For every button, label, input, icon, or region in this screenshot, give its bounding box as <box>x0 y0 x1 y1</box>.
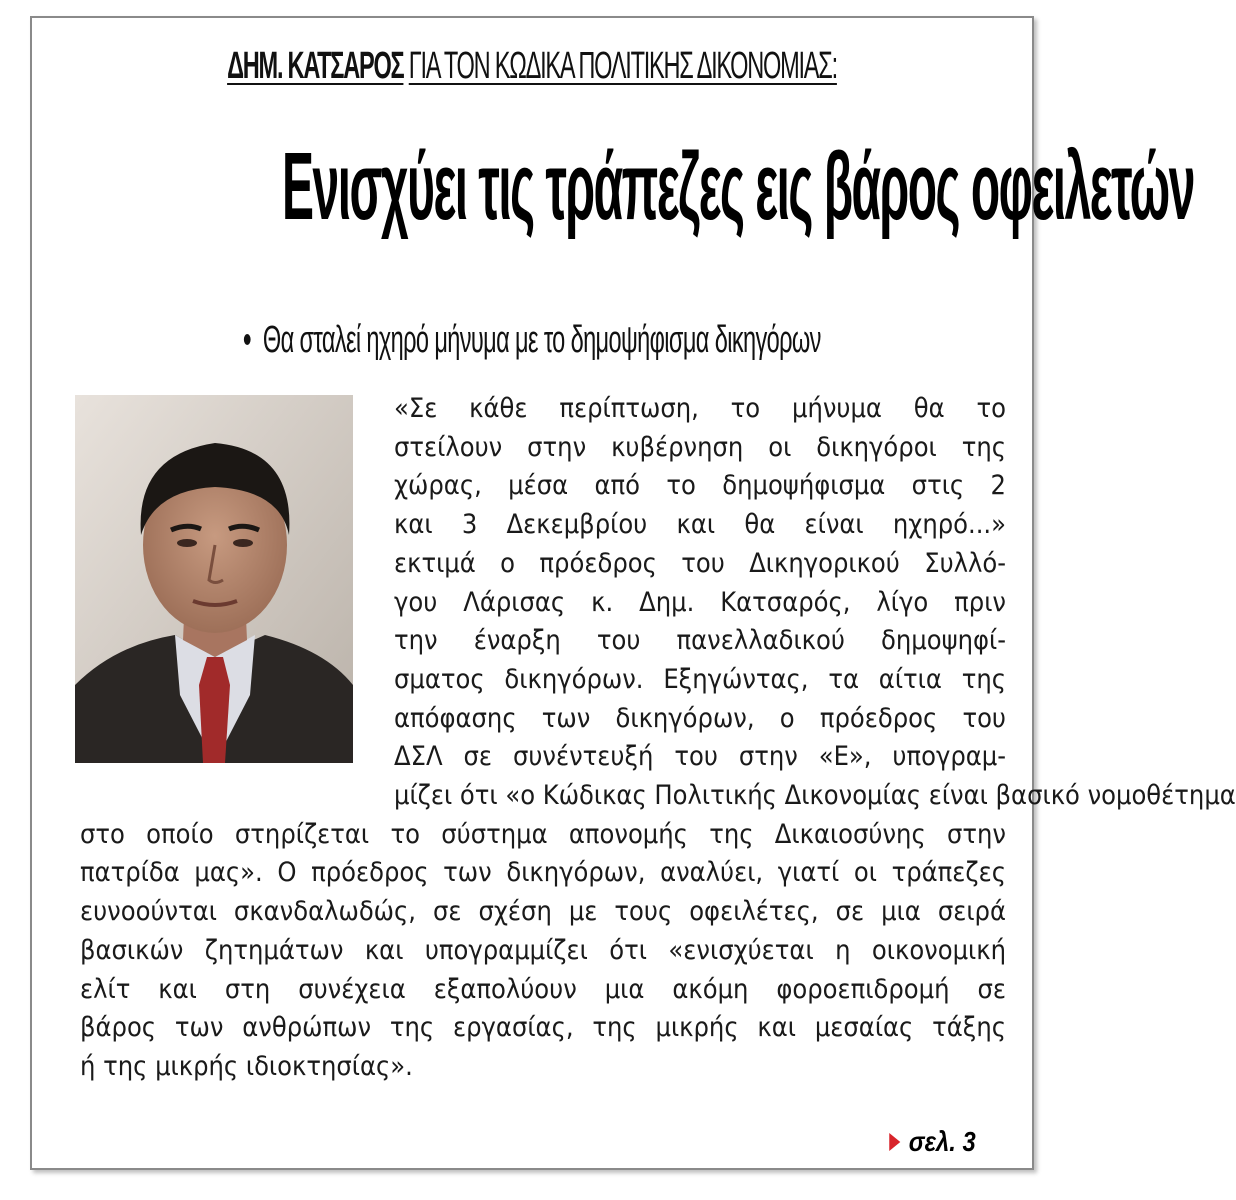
body-line: ή της μικρής ιδιοκτησίας». <box>80 1050 413 1082</box>
body-line: στο οποίο στηρίζεται το σύστημα απονομής της Δικαιοσύνης στην <box>80 818 1006 850</box>
bullet-icon: • <box>243 319 251 361</box>
article-body <box>80 390 1236 1087</box>
body-line: ελίτ και στη συνέχεια εξαπολύουν μια ακόμη φοροεπιδρομή σε <box>80 973 1006 1005</box>
headline: Ενισχύει τις τράπεζες εις βάρος οφειλετών <box>282 133 1194 240</box>
body-line: γου Λάρισας κ. Δημ. Κατσαρός, λίγο πριν <box>394 586 1006 618</box>
body-line: πατρίδα μας». Ο πρόεδρος των δικηγόρων, αναλύει, γιατί οι τράπεζες <box>80 857 1006 889</box>
photo-spacer <box>80 390 394 810</box>
body-line: στείλουν στην κυβέρνηση οι δικηγόροι της <box>394 431 1006 463</box>
body-line: μίζει ότι «ο Κώδικας Πολιτικής Δικονομίας είναι βασικό νομοθέτημα <box>394 780 1236 812</box>
body-line: ΔΣΛ σε συνέντευξή του στην «Ε», υπογραμ- <box>394 741 1006 773</box>
kicker-name: ΔΗΜ. ΚΑΤΣΑΡΟΣ <box>227 45 404 87</box>
body-line: «Σε κάθε περίπτωση, το μήνυμα θα το <box>394 393 1006 424</box>
body-line: εκτιμά ο πρόεδρος του Δικηγορικού Συλλό- <box>394 547 1006 579</box>
body-line: βασικών ζητημάτων και υπογραμμίζει ότι «ενισχύεται η οικονομική <box>80 934 1006 966</box>
body-line: την έναρξη του πανελλαδικού δημοψηφί- <box>394 625 1006 657</box>
kicker-line <box>222 44 842 88</box>
page-reference <box>890 1126 976 1158</box>
body-line: απόφασης των δικηγόρων, ο πρόεδρος του <box>394 702 1006 734</box>
triangle-right-icon <box>890 1133 901 1151</box>
subheadline-text: Θα σταλεί ηχηρό μήνυμα με το δημοψήφισμα δικηγόρων <box>262 319 821 361</box>
body-line: ευνοούνται σκανδαλωδώς, σε σχέση με τους οφειλέτες, σε μια σειρά <box>80 896 1006 928</box>
body-line: βάρος των ανθρώπων της εργασίας, της μικρής και μεσαίας τάξης <box>80 1012 1006 1044</box>
body-line: χώρας, μέσα από το δημοψήφισμα στις 2 <box>394 470 1006 502</box>
body-line: σματος δικηγόρων. Εξηγώντας, τα αίτια της <box>394 663 1006 695</box>
body-line: και 3 Δεκεμβρίου και θα είναι ηχηρό...» <box>394 509 1006 541</box>
page-reference-label: σελ. 3 <box>909 1126 976 1157</box>
newspaper-clipping <box>30 16 1236 1170</box>
kicker-topic: ΓΙΑ ΤΟΝ ΚΩΔΙΚΑ ΠΟΛΙΤΙΚΗΣ ΔΙΚΟΝΟΜΙΑΣ: <box>408 45 837 87</box>
subheadline <box>222 318 842 362</box>
